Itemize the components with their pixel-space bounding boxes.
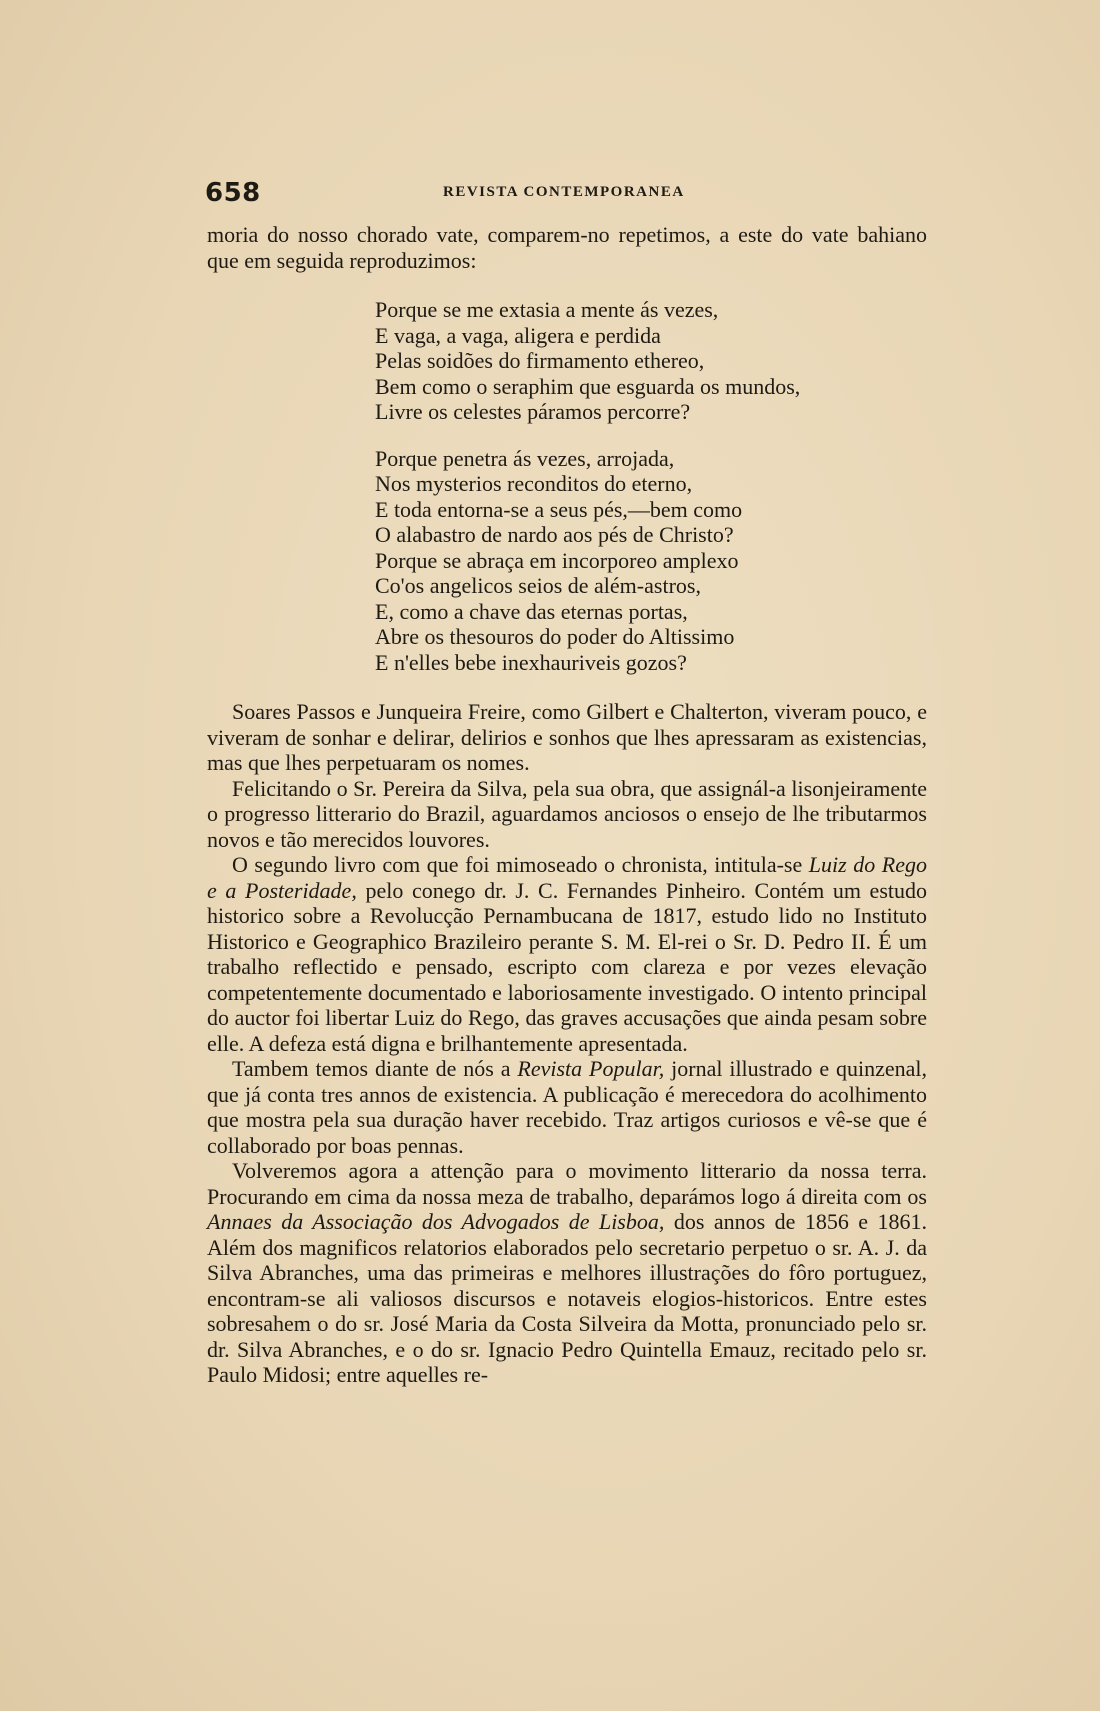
- poem-line: E, como a chave das eternas portas,: [375, 598, 688, 624]
- page-body: [207, 222, 927, 1388]
- page-number: 658: [205, 178, 261, 208]
- poem-line: E toda entorna-se a seus pés,—bem como: [375, 496, 743, 522]
- paragraph: Felicitando o Sr. Pereira da Silva, pela sua obra, que assignál-a lisonjeiramente o progresso litterario do Brazil, aguardamos anciosos o ensejo de lhe tributarmos novos e tão merecidos louvores.: [207, 775, 927, 852]
- intro-paragraph: moria do nosso chorado vate, comparem-no repetimos, a este do vate bahiano que em seguida reproduzimos:: [207, 222, 927, 273]
- paragraph-text: dos annos de 1856 e 1861. Além dos magnificos relatorios elaborados pelo secretario perpetuo o sr. A. J. da Silva Abranches, uma das primeiras e melhores illustrações do fôro portuguez, encontram-se ali valiosos discursos e notaveis elogios-historicos. Entre estes sobresahem o do sr. José Maria da Costa Silveira da Motta, pronunciado pelo sr. dr. Silva Abranches, e o do sr. Ignacio Pedro Quintella Emauz, recitado pelo sr. Paulo Midosi; entre aquelles re-: [207, 1209, 927, 1387]
- poem-line: E n'elles bebe inexhauriveis gozos?: [375, 649, 687, 675]
- paragraph-text: pelo conego dr. J. C. Fernandes Pinheiro. Contém um estudo historico sobre a Revolucção Pernambucana de 1817, estudo lido no Instituto Historico e Geographico Brazileiro perante S. M. El-rei o Sr. D. Pedro II. É um trabalho reflectido e pensado, escripto com clareza e por vezes elevação competentemente documentado e laboriosamente investigado. O intento principal do auctor foi libertar Luiz do Rego, das graves accusações que ainda pesam sobre elle. A defeza está digna e brilhantemente apresentada.: [207, 877, 927, 1056]
- paragraph-text: Tambem temos diante de nós a: [232, 1056, 518, 1081]
- paragraph: Soares Passos e Junqueira Freire, como Gilbert e Chalterton, viveram pouco, e viveram de sonhar e delirar, delirios e sonhos que lhes apressaram as existencias, mas que lhes perpetuaram os nomes.: [207, 699, 927, 775]
- periodical-title: Revista Popular,: [517, 1056, 665, 1081]
- running-title: REVISTA CONTEMPORANEA: [443, 184, 685, 200]
- poem-line: Porque se abraça em incorporeo amplexo: [375, 547, 739, 573]
- paragraph-text: O segundo livro com que foi mimoseado o chronista, intitula-se: [232, 852, 809, 877]
- paragraph: [207, 1158, 927, 1388]
- stanza-break: [375, 425, 927, 446]
- book-title: Luiz do Rego e a Posteridade,: [207, 852, 927, 903]
- poem-line: Porque se me extasia a mente ás vezes,: [375, 297, 719, 322]
- poem-line: Abre os thesouros do poder do Altissimo: [375, 624, 735, 649]
- poem-line: Nos mysterios reconditos do eterno,: [375, 471, 693, 496]
- poem-line: O alabastro de nardo aos pés de Christo?: [375, 522, 734, 547]
- page-header: [205, 178, 925, 208]
- paragraph: [207, 1056, 927, 1158]
- periodical-title: Annaes da Associação dos Advogados de Lisboa,: [207, 1209, 665, 1234]
- poem-line: Co'os angelicos seios de além-astros,: [375, 573, 701, 598]
- paragraph-text: Volveremos agora a attenção para o movimento litterario da nossa terra. Procurando em cima da nossa meza de trabalho, deparámos logo á direita com os: [207, 1158, 927, 1209]
- poem-line: Livre os celestes páramos percorre?: [375, 399, 691, 424]
- paragraph: [207, 852, 927, 1056]
- poem: [375, 297, 927, 675]
- poem-line: E vaga, a vaga, aligera e perdida: [375, 322, 661, 348]
- poem-line: Porque penetra ás vezes, arrojada,: [375, 445, 675, 471]
- paragraph-text: jornal illustrado e quinzenal, que já conta tres annos de existencia. A publicação é merecedora do acolhimento que mostra pela sua duração haver recebido. Traz artigos curiosos e vê-se que é collaborado por boas pennas.: [207, 1056, 927, 1158]
- poem-line: Bem como o seraphim que esguarda os mundos,: [375, 373, 801, 399]
- poem-line: Pelas soidões do firmamento ethereo,: [375, 348, 705, 373]
